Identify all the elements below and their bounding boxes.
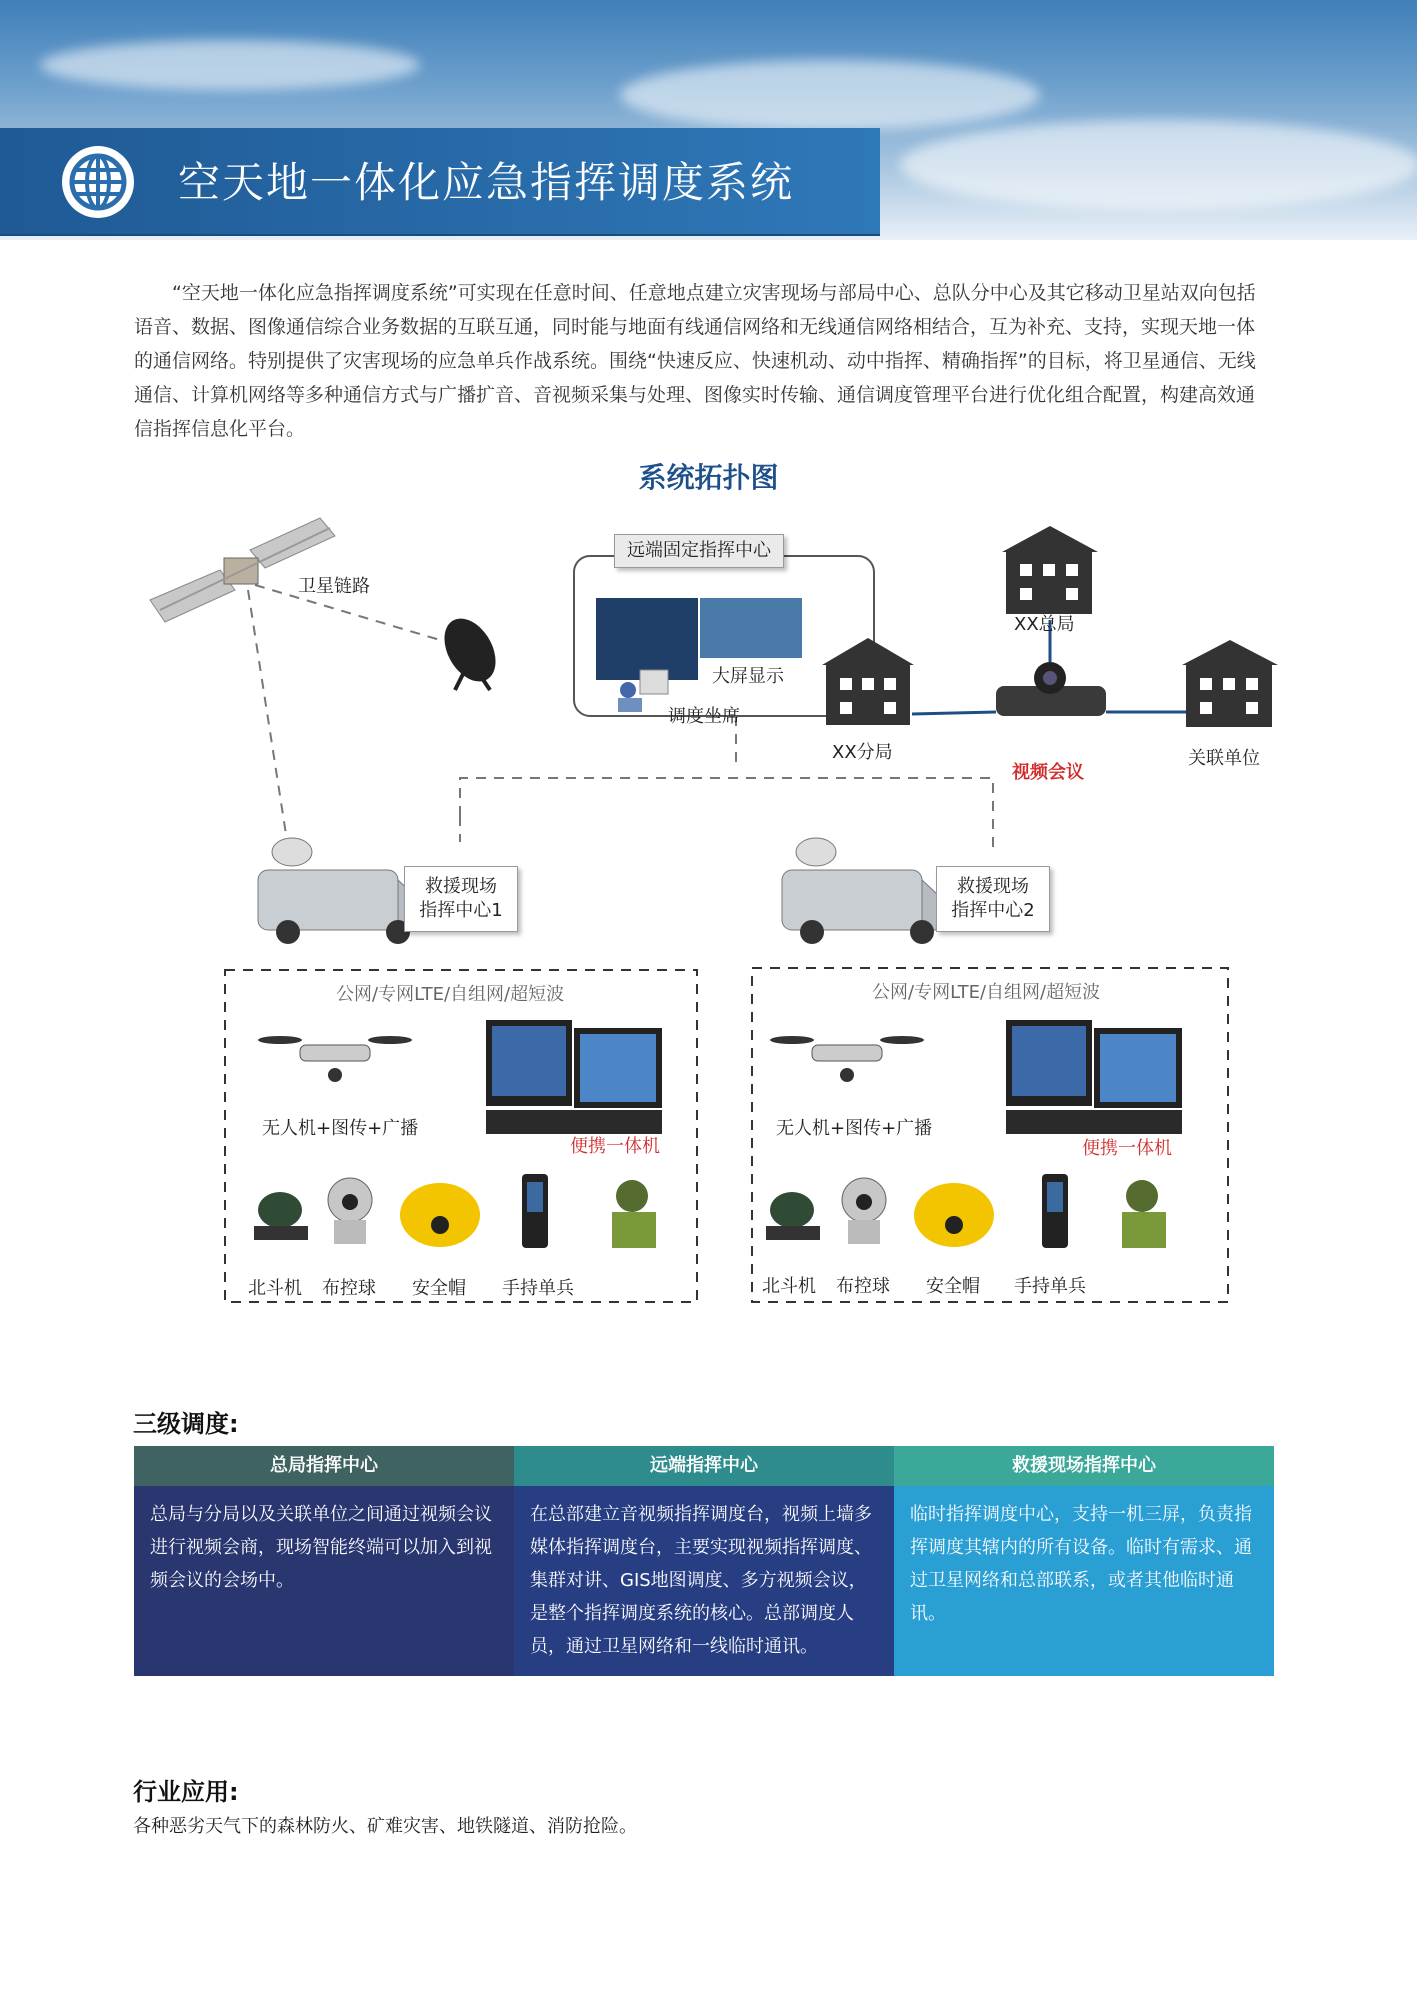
- levels-table: [134, 1446, 1274, 1676]
- helmet-icon: [914, 1183, 994, 1247]
- ptz-camera-icon: [842, 1178, 886, 1244]
- level-column-2: [514, 1446, 894, 1676]
- ptz-label-1: 布控球: [322, 1278, 376, 1299]
- beidou-icon: [254, 1192, 308, 1240]
- video-conference-label: 视频会议: [1012, 762, 1084, 783]
- big-screen-icon: [700, 598, 802, 658]
- branch-label: XX分局: [832, 742, 893, 763]
- hq-label: XX总局: [1014, 614, 1075, 635]
- industry-heading: 行业应用:: [133, 1778, 239, 1806]
- big-screen-label: 大屏显示: [712, 666, 784, 687]
- topology-diagram: [0, 490, 1417, 1320]
- handheld-label-2: 手持单兵: [1014, 1276, 1086, 1297]
- site-center-1: [404, 866, 518, 932]
- portable-unit-icon: [1006, 1020, 1182, 1134]
- globe-icon: [62, 146, 134, 218]
- network-label-2: 公网/专网LTE/自组网/超短波: [872, 982, 1101, 1003]
- portable-label-1: 便携一体机: [570, 1136, 660, 1157]
- network-label-1: 公网/专网LTE/自组网/超短波: [336, 984, 565, 1005]
- topology-title: 系统拓扑图: [638, 461, 779, 494]
- satellite-icon: [150, 518, 335, 622]
- soldier-icon: [1122, 1180, 1166, 1248]
- related-unit-label: 关联单位: [1188, 748, 1260, 769]
- page-title: 空天地一体化应急指挥调度系统: [178, 158, 795, 207]
- level-column-2-title: 远端指挥中心: [514, 1446, 894, 1486]
- portable-label-2: 便携一体机: [1082, 1138, 1172, 1159]
- helmet-label-1: 安全帽: [412, 1278, 466, 1299]
- site-center-2-line2: 指挥中心2: [951, 900, 1035, 921]
- beidou-label-2: 北斗机: [762, 1276, 816, 1297]
- cloud: [40, 40, 420, 90]
- uav-label-2: 无人机+图传+广播: [776, 1118, 933, 1139]
- satellite-dish-icon: [434, 610, 506, 691]
- level-column-3-title: 救援现场指挥中心: [894, 1446, 1274, 1486]
- site-center-2-line1: 救援现场: [957, 876, 1029, 897]
- level-column-1-title: 总局指挥中心: [134, 1446, 514, 1486]
- beidou-icon: [766, 1192, 820, 1240]
- ptz-camera-icon: [328, 1178, 372, 1244]
- helmet-icon: [400, 1183, 480, 1247]
- drone-icon: [770, 1036, 924, 1082]
- satellite-link-line: [248, 590, 290, 860]
- portable-unit-icon: [486, 1020, 662, 1134]
- dispatch-seat-label: 调度坐席: [668, 706, 740, 727]
- soldier-icon: [612, 1180, 656, 1248]
- site-center-1-line2: 指挥中心1: [419, 900, 503, 921]
- site-center-1-line1: 救援现场: [425, 876, 497, 897]
- conference-link-line: [912, 712, 996, 714]
- drone-icon: [258, 1036, 412, 1082]
- levels-heading: 三级调度:: [133, 1410, 239, 1438]
- remote-center-label: 远端固定指挥中心: [614, 534, 784, 568]
- handheld-icon: [1042, 1174, 1068, 1248]
- network-link-line: [460, 778, 993, 850]
- handheld-label-1: 手持单兵: [502, 1278, 574, 1299]
- screen-monitor: [596, 598, 698, 680]
- level-column-2-body: 在总部建立音视频指挥调度台，视频上墙多媒体指挥调度台，主要实现视频指挥调度、集群对讲、GIS地图调度、多方视频会议，是整个指挥调度系统的核心。总部调度人员，通过卫星网络和一线临时通讯。: [514, 1486, 894, 1676]
- level-column-1: [134, 1446, 514, 1676]
- industry-text: 各种恶劣天气下的森林防火、矿难灾害、地铁隧道、消防抢险。: [133, 1816, 637, 1837]
- command-van-icon: [782, 838, 954, 944]
- beidou-label-1: 北斗机: [248, 1278, 302, 1299]
- cloud: [620, 60, 1040, 130]
- level-column-1-body: 总局与分局以及关联单位之间通过视频会议进行视频会商，现场智能终端可以加入到视频会议的会场中。: [134, 1486, 514, 1676]
- site-center-2: [936, 866, 1050, 932]
- level-column-3: [894, 1446, 1274, 1676]
- satellite-link-label: 卫星链路: [298, 576, 370, 597]
- uav-label-1: 无人机+图传+广播: [262, 1118, 419, 1139]
- intro-paragraph: “空天地一体化应急指挥调度系统”可实现在任意时间、任意地点建立灾害现场与部局中心、总队分中心及其它移动卫星站双向包括语音、数据、图像通信综合业务数据的互联互通，同时能与地面有线通信网络和无线通信网络相结合，互为补充、支持，实现天地一体的通信网络。特别提供了灾害现场的应急单兵作战系统。围绕“快速反应、快速机动、动中指挥、精确指挥”的目标，将卫星通信、无线通信、计算机网络等多种通信方式与广播扩音、音视频采集与处理、图像实时传输、通信调度管理平台进行优化组合配置，构建高效通信指挥信息化平台。: [134, 282, 1256, 440]
- cloud: [900, 120, 1417, 210]
- ptz-label-2: 布控球: [836, 1276, 890, 1297]
- helmet-label-2: 安全帽: [926, 1276, 980, 1297]
- handheld-icon: [522, 1174, 548, 1248]
- level-column-3-body: 临时指挥调度中心，支持一机三屏，负责指挥调度其辖内的所有设备。临时有需求、通过卫星网络和总部联系，或者其他临时通讯。: [894, 1486, 1274, 1676]
